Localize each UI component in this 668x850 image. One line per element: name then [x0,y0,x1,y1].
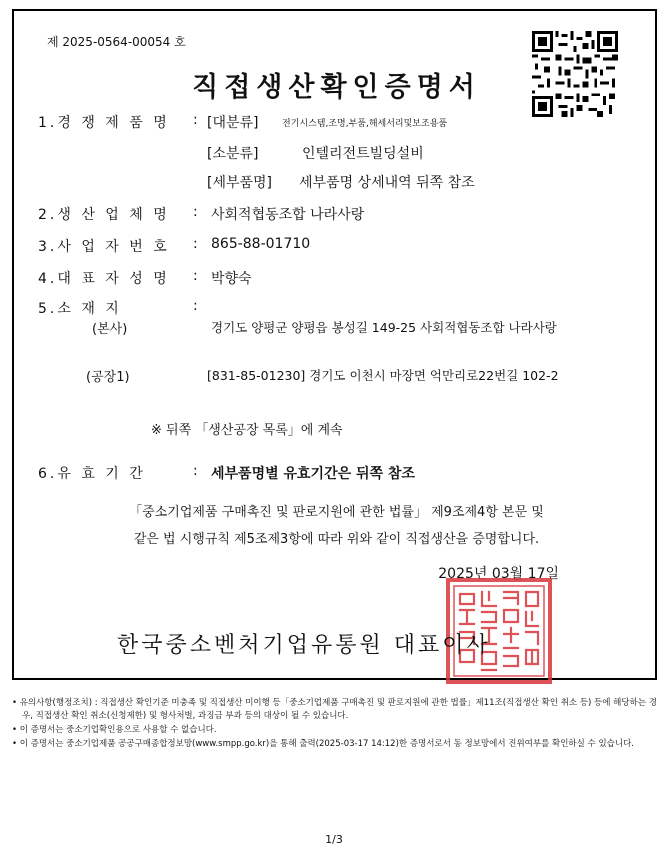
certificate-title: 직접생산확인증명서 [192,72,481,103]
item-label: 1.경 쟁 제 품 명 [38,115,170,131]
minor-category-tag: [소분류] [207,146,259,162]
producer-value: 사회적협동조합 나라사랑 [211,207,365,223]
footnote-item: • 이 증명서는 중소기업확인용으로 사용할 수 없습니다. [12,725,217,735]
issue-date: 2025년 03월 17일 [438,566,559,582]
colon: : [193,236,198,252]
issuer-name: 한국중소벤처기업유통원 대표이사 [117,633,491,658]
biz-no-value: 865-88-01710 [211,236,311,252]
minor-category-value: 인텔리전트빌딩설비 [302,146,424,162]
location-label: 5.소 재 지 [38,301,122,317]
hq-address: 경기도 양평군 양평읍 봉성길 149-25 사회적협동조합 나라사랑 [211,320,557,335]
colon: : [193,463,198,479]
detail-tag: [세부품명] [207,175,273,191]
law-statement-line-2: 같은 법 시행규칙 제5조제3항에 따라 위와 같이 직접생산을 증명합니다. [133,532,540,547]
certificate-frame [12,9,657,680]
rep-value: 박향숙 [211,271,252,287]
factory-label: (공장1) [86,370,130,385]
colon: : [193,112,198,128]
producer-label: 2.생 산 업 체 명 [38,207,170,223]
rep-label: 4.대 표 자 성 명 [38,271,170,287]
law-statement-line-1: 「중소기업제품 구매촉진 및 판로지원에 관한 법률」 제9조제4항 본문 및 [129,505,544,520]
validity-value: 세부품명별 유효기간은 뒤쪽 참조 [211,466,415,482]
major-category-value: 전기시스템,조명,부품,해세서리및보조용품 [282,119,448,129]
continued-note: ※ 뒤쪽 「생산공장 목록」에 계속 [151,423,343,438]
qr-code-icon[interactable] [532,31,618,117]
major-category-tag: [대분류] [207,115,259,131]
colon: : [193,268,198,284]
hq-label: (본사) [92,322,128,337]
colon: : [193,204,198,220]
factory-address: [831-85-01230] 경기도 이천시 마장면 억만리로22번길 102-2 [207,368,559,383]
validity-label: 6.유 효 기 간 [38,466,146,482]
biz-no-label: 3.사 업 자 번 호 [38,239,170,255]
page-number: 1/3 [325,833,343,846]
detail-value: 세부품명 상세내역 뒤쪽 참조 [299,175,475,191]
footnotes [12,697,662,752]
footnote-item: • 유의사항(행정조치) : 직접생산 확인기준 미충족 및 직접생산 미이행 등「중소기업제품 구매촉진 및 판로지원에 관한 법률」제11조(직접생산 확인 취소 등) 등에 해당하는 경우, 직접생산 확인 취소(신청제한) 및 형사처벌, 과징금 부과 등의 대상이 될 수 있습니다. [12,698,657,721]
certificate-number: 제 2025-0564-00054 호 [47,35,186,49]
colon: : [193,298,198,314]
footnote-item: • 이 증명서는 중소기업제품 공공구매종합정보망(www.smpp.go.kr)을 통해 출력(2025-03-17 14:12)한 증명서로서 동 정보망에서 진위여부를 확인하실 수 있습니다. [12,739,635,749]
